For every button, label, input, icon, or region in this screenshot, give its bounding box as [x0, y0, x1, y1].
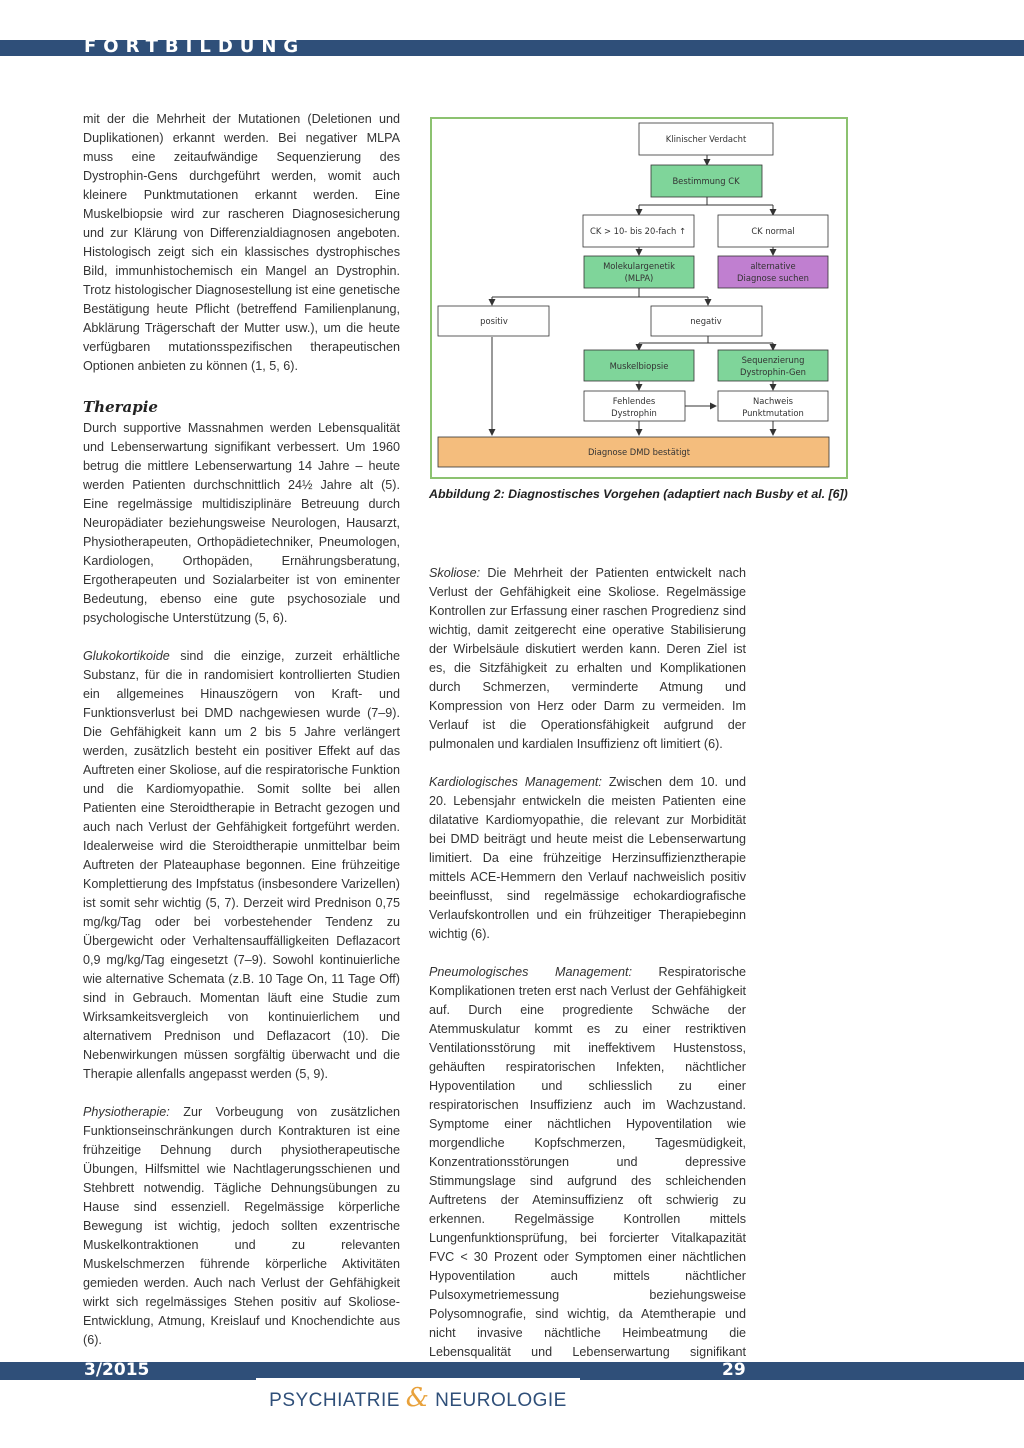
paragraph: Durch supportive Massnahmen werden Lebensqualität und Lebenserwartung signifikant verbessert. Um 1960 betrug die mittlere Lebenserwartung 14 Jahre – heute werden Patienten durchschnittlich 24½ Jahre alt (5). Eine regelmässige multidisziplinäre Betreuung durch Neuropädiater beziehungsweise Neurologen, Hausarzt, Physiotherapeuten, Orthopädietechniker, Pneumologen, Kardiologen, Orthopäden, Ernährungsberatung, Ergotherapeuten und Sozialarbeiter ist von eminenter Bedeutung, ebenso eine gute psychosoziale und psychologische Unterstützung (5, 6). [83, 421, 400, 625]
svg-text:Bestimmung CK: Bestimmung CK [672, 176, 740, 186]
paragraph: mit der die Mehrheit der Mutationen (Deletionen und Duplikationen) erkannt werden. Bei negativer MLPA muss eine zeitaufwändige Sequenzierung des Dystrophin-Gens durchgeführt werden, womit auch kleinere Punktmutationen erkannt werden. Eine Muskelbiopsie wird zur rascheren Diagnosesicherung und zur Klärung von Differenzialdiagnosen angeboten. Histologisch zeigt sich ein klassisches dystrophisches Bild, immunhistochemisch ein Mangel an Dystrophin. Trotz histologischer Diagnosestellung ist eine genetische Bestätigung heute Pflicht (betreffend Familienplanung, Abklärung Trägerschaft der Mutter usw.), um die heute verfügbaren mutationsspezifischen therapeutischen Optionen anbieten zu können (1, 5, 6). [83, 112, 400, 373]
svg-text:CK normal: CK normal [751, 226, 795, 236]
node-alternative [718, 256, 828, 288]
figure-caption: Abbildung 2: Diagnostisches Vorgehen (adaptiert nach Busby et al. [6]) [429, 487, 848, 501]
svg-text:Diagnose suchen: Diagnose suchen [737, 273, 809, 283]
column-left [83, 110, 400, 1350]
paragraph-lead: Glukokortikoide [83, 649, 170, 663]
paragraph-body: Zur Vorbeugung von zusätzlichen Funktionseinschränkungen durch Kontrakturen ist eine frühzeitige Dehnung durch physiotherapeutische Übungen, Hilfsmittel wie Nachtlagerungsschienen und Stehbrett notwendig. Tägliche Dehnungsübungen zu Hause sind essenziell. Regelmässige körperliche Bewegung ist wichtig, jedoch sollten exzentrische Muskelkontraktionen und zu relevanten Muskelschmerzen führende körperliche Aktivitäten gemieden werden. Auch nach Verlust der Gehfähigkeit wirkt sich regelmässiges Stehen positiv auf Skoliose-Entwicklung, Atmung, Kreislauf und Knochendichte aus (6). [83, 1105, 400, 1347]
svg-text:Klinischer Verdacht: Klinischer Verdacht [665, 134, 747, 144]
node-sequenzierung [718, 350, 828, 381]
paragraph-body: sind die einzige, zurzeit erhältliche Substanz, für die in randomisiert kontrollierten Studien ein allgemeines Hinauszögern von Kraft- und Funktionsverlust bei DMD nachgewiesen wurde (7–9). Die Gehfähigkeit kann um 2 bis 5 Jahre verlängert werden, zusätzlich besteht ein positiver Effekt auf das Auftreten einer Skoliose, auf die respiratorische Funktion und die Kardiomyopathie. Somit sollte bei allen Patienten eine Steroidtherapie in Betracht gezogen und auch nach Verlust der Gehfähigkeit fortgeführt werden. Idealerweise wird die Steroidtherapie unmittelbar beim Auftreten der Plateauphase begonnen. Eine frühzeitige Komplettierung des Impfstatus (insbesondere Varizellen) ist somit sehr wichtig (5, 7). Derzeit wird Prednison 0,75 mg/kg/Tag oder bei vorbestehender Tendenz zu Übergewicht oder Verhaltensauffälligkeiten Deflazacort 0,9 mg/kg/Tag eingesetzt (7–9). Sowohl kontinuierliche wie alternative Schemata (z.B. 10 Tage On, 11 Tage Off) sind in Gebrauch. Momentan läuft eine Studie zum Wirksamkeitsvergleich von kontinuierlichem und alternativem Prednison und Deflazacort (10). Die Nebenwirkungen müssen sorgfältig überwacht und die Therapie allenfalls angepasst werden (5, 9). [83, 649, 400, 1081]
node-mlpa [584, 256, 694, 288]
paragraph [429, 773, 746, 944]
svg-text:Fehlendes: Fehlendes [612, 396, 656, 406]
journal-logo [256, 1380, 580, 1416]
node-verdacht [639, 123, 773, 155]
svg-text:Dystrophin-Gen: Dystrophin-Gen [740, 367, 806, 377]
column-right [429, 564, 746, 1381]
node-diagnose-dmd [438, 437, 829, 467]
logo-left: PSYCHIATRIE [269, 1390, 400, 1411]
svg-text:positiv: positiv [480, 316, 508, 326]
node-biopsie [584, 350, 694, 381]
logo-right: NEUROLOGIE [435, 1390, 567, 1411]
node-positiv [438, 306, 549, 336]
svg-text:Diagnose DMD bestätigt: Diagnose DMD bestätigt [587, 447, 691, 457]
section-heading: Therapie [83, 398, 158, 416]
issue-number: 3/2015 [84, 1360, 150, 1380]
paragraph [83, 1103, 400, 1350]
svg-text:Sequenzierung: Sequenzierung [741, 355, 805, 365]
node-nachweis-punktmutation [718, 391, 828, 421]
page-number: 29 [722, 1360, 746, 1380]
paragraph-lead: Pneumologisches Management: [429, 965, 632, 979]
node-ck [651, 165, 762, 197]
svg-text:Nachweis: Nachweis [752, 396, 794, 406]
section-label: FORTBILDUNG [84, 36, 306, 57]
node-ck-high [583, 215, 694, 247]
node-negativ [651, 306, 762, 336]
svg-text:(MLPA): (MLPA) [624, 273, 654, 283]
paragraph-body: Zwischen dem 10. und 20. Lebensjahr entwickeln die meisten Patienten eine dilatative Kardiomyopathie, die relevant zur Morbidität bei DMD beiträgt und heute meist die Lebenserwartung limitiert. Da eine frühzeitige Herzinsuffizienztherapie mittels ACE-Hemmern den Verlauf nachweislich positiv beeinflusst, sind regelmässige echokardiografische Verlaufskontrollen und ein frühzeitiger Therapiebeginn wichtig (6). [429, 775, 746, 941]
paragraph-body: Die Mehrheit der Patienten entwickelt nach Verlust der Gehfähigkeit eine Skoliose. Regelmässige Kontrollen zur Erfassung einer raschen Progredienz sind wichtig, damit zeitgerecht eine operative Stabilisierung der Wirbelsäule diskutiert werden kann. Deren Ziel ist es, die Sitzfähigkeit zu erhalten und Komplikationen durch Schmerzen, verminderte Atmung und Kompression von Herz oder Darm zu vermeiden. Im Verlauf ist die Operationsfähigkeit aufgrund der pulmonalen und kardialen Insuffizienz oft limitiert (6). [429, 566, 746, 751]
paragraph-lead: Kardiologisches Management: [429, 775, 602, 789]
node-fehlendes-dystrophin [584, 391, 685, 421]
logo-ampersand: & [405, 1383, 430, 1413]
paragraph-lead: Physiotherapie: [83, 1105, 170, 1119]
svg-text:negativ: negativ [690, 316, 722, 326]
paragraph [429, 963, 746, 1381]
flowchart-figure [430, 117, 848, 479]
svg-text:alternative: alternative [750, 261, 796, 271]
svg-text:Punktmutation: Punktmutation [742, 408, 804, 418]
flowchart-diagram [432, 119, 850, 481]
paragraph [429, 564, 746, 754]
paragraph-lead: Skoliose: [429, 566, 481, 580]
svg-text:Dystrophin: Dystrophin [611, 408, 657, 418]
svg-text:Muskelbiopsie: Muskelbiopsie [609, 361, 669, 371]
paragraph [83, 647, 400, 1084]
svg-text:Molekulargenetik: Molekulargenetik [603, 261, 675, 271]
node-ck-normal [718, 215, 828, 247]
paragraph-body: Respiratorische Komplikationen treten erst nach Verlust der Gehfähigkeit auf. Durch eine progrediente Schwäche der Atemmuskulatur kommt es zu einer restriktiven Ventilationsstörung mit ineffektivem Hustenstoss, gehäuften respiratorischen Infekten, nächtlicher Hypoventilation und schliesslich zu einer respiratorischen Insuffizienz auch im Wachzustand. Symptome einer nächtlichen Hypoventilation wie morgendliche Kopfschmerzen, Tagesmüdigkeit, Konzentrationsstörungen und depressive Stimmungslage sind aufgrund des schleichenden Auftretens der Ateminsuffizienz oft schwierig zu erkennen. Regelmässige Kontrollen mittels Lungenfunktionsprüfung, bei forcierter Vitalkapazität FVC < 30 Prozent oder Symptomen einer nächtlichen Hypoventilation auch mittels nächtlicher Pulsoxymetriemessung beziehungsweise Polysomnografie, sind wichtig, da Atemtherapie und nicht invasive nächtliche Heimbeatmung die Lebensqualität und Lebenserwartung signifikant [429, 965, 746, 1359]
svg-text:CK > 10- bis 20-fach ↑: CK > 10- bis 20-fach ↑ [589, 226, 687, 236]
